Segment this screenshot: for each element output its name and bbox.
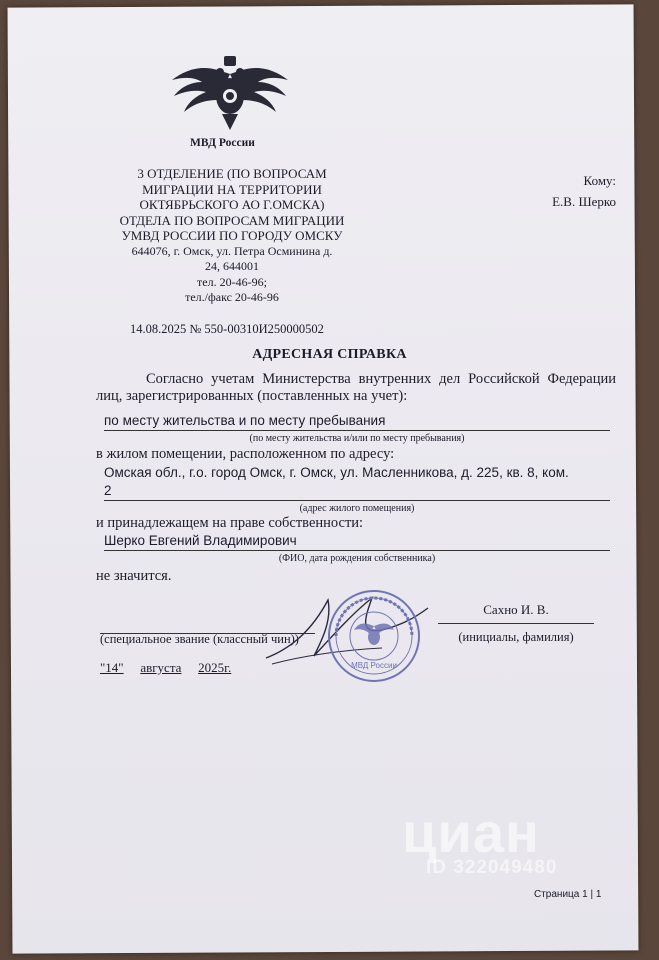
official-stamp [326,588,422,684]
rank-caption: (специальное звание (классный чин)) [100,632,299,646]
premises-lead: в жилом помещении, расположенном по адресу: [96,446,395,462]
stamp-text: МВД России [351,661,397,670]
department-line: ОТДЕЛА ПО ВОПРОСАМ МИГРАЦИИ [119,212,345,228]
page-footer: Страница 1 | 1 [534,889,602,900]
premises-caption: (адрес жилого помещения) [299,503,415,514]
fax: тел./факс 20-46-96 [185,290,279,304]
department-line: ОКТЯБРЬСКОГО АО Г.ОМСКА) [139,197,325,212]
premises-address-line1: Омская обл., г.о. город Омск, г. Омск, ул. Масленникова, д. 225, кв. 8, ком. [104,465,569,480]
recipient-block [520,170,616,212]
premises-address-line2: 2 [104,483,112,498]
address-line: 644076, г. Омск, ул. Петра Осминина д. [131,243,333,258]
signer-line [438,622,594,624]
owner-caption: (ФИО, дата рождения собственника) [278,553,436,564]
registration-type-caption: (по месту жительства и/или по месту пребывания) [249,433,465,444]
registration-type-value: по месту жительства и по месту пребывания [104,413,386,428]
watermark-logo: циан [402,801,540,864]
owner-name: Шерко Евгений Владимирович [104,533,297,548]
phone: тел. 20-46-96; [197,274,267,289]
signer-caption: (инициалы, фамилия) [458,630,574,644]
recipient-name: Е.В. Шерко [552,194,616,209]
date-day: "14" [100,660,124,675]
date-year: 2025г. [198,660,232,675]
department-line: УМВД РОССИИ ПО ГОРОДУ ОМСКУ [121,228,343,243]
registration-type-field [104,413,610,431]
ministry-name: МВД России [190,137,255,149]
department-line: МИГРАЦИИ НА ТЕРРИТОРИИ [142,181,322,197]
result-text: не значится. [96,568,172,584]
mvd-eagle-emblem [168,52,292,132]
department-block [96,166,368,306]
watermark-id: ID 322049480 [426,857,558,878]
owner-field [104,533,610,551]
document-title: АДРЕСНАЯ СПРАВКА [252,347,407,362]
intro-paragraph: Согласно учетам Министерства внутренних дел Российской Федерации лиц, зарегистрированных (поставленных на учет): [96,371,616,404]
premises-address-field [104,483,610,501]
address-line: 24, 644001 [205,259,259,273]
cian-watermark [402,800,557,879]
owner-lead: и принадлежащем на праве собственности: [96,515,364,531]
recipient-label: Кому: [583,173,616,188]
date-month: августа [140,660,182,675]
date-block [100,660,231,676]
document-number: 14.08.2025 № 550-00310И250000502 [130,322,324,336]
department-line: 3 ОТДЕЛЕНИЕ (ПО ВОПРОСАМ [137,166,327,181]
signer-name: Сахно И. В. [483,602,549,617]
